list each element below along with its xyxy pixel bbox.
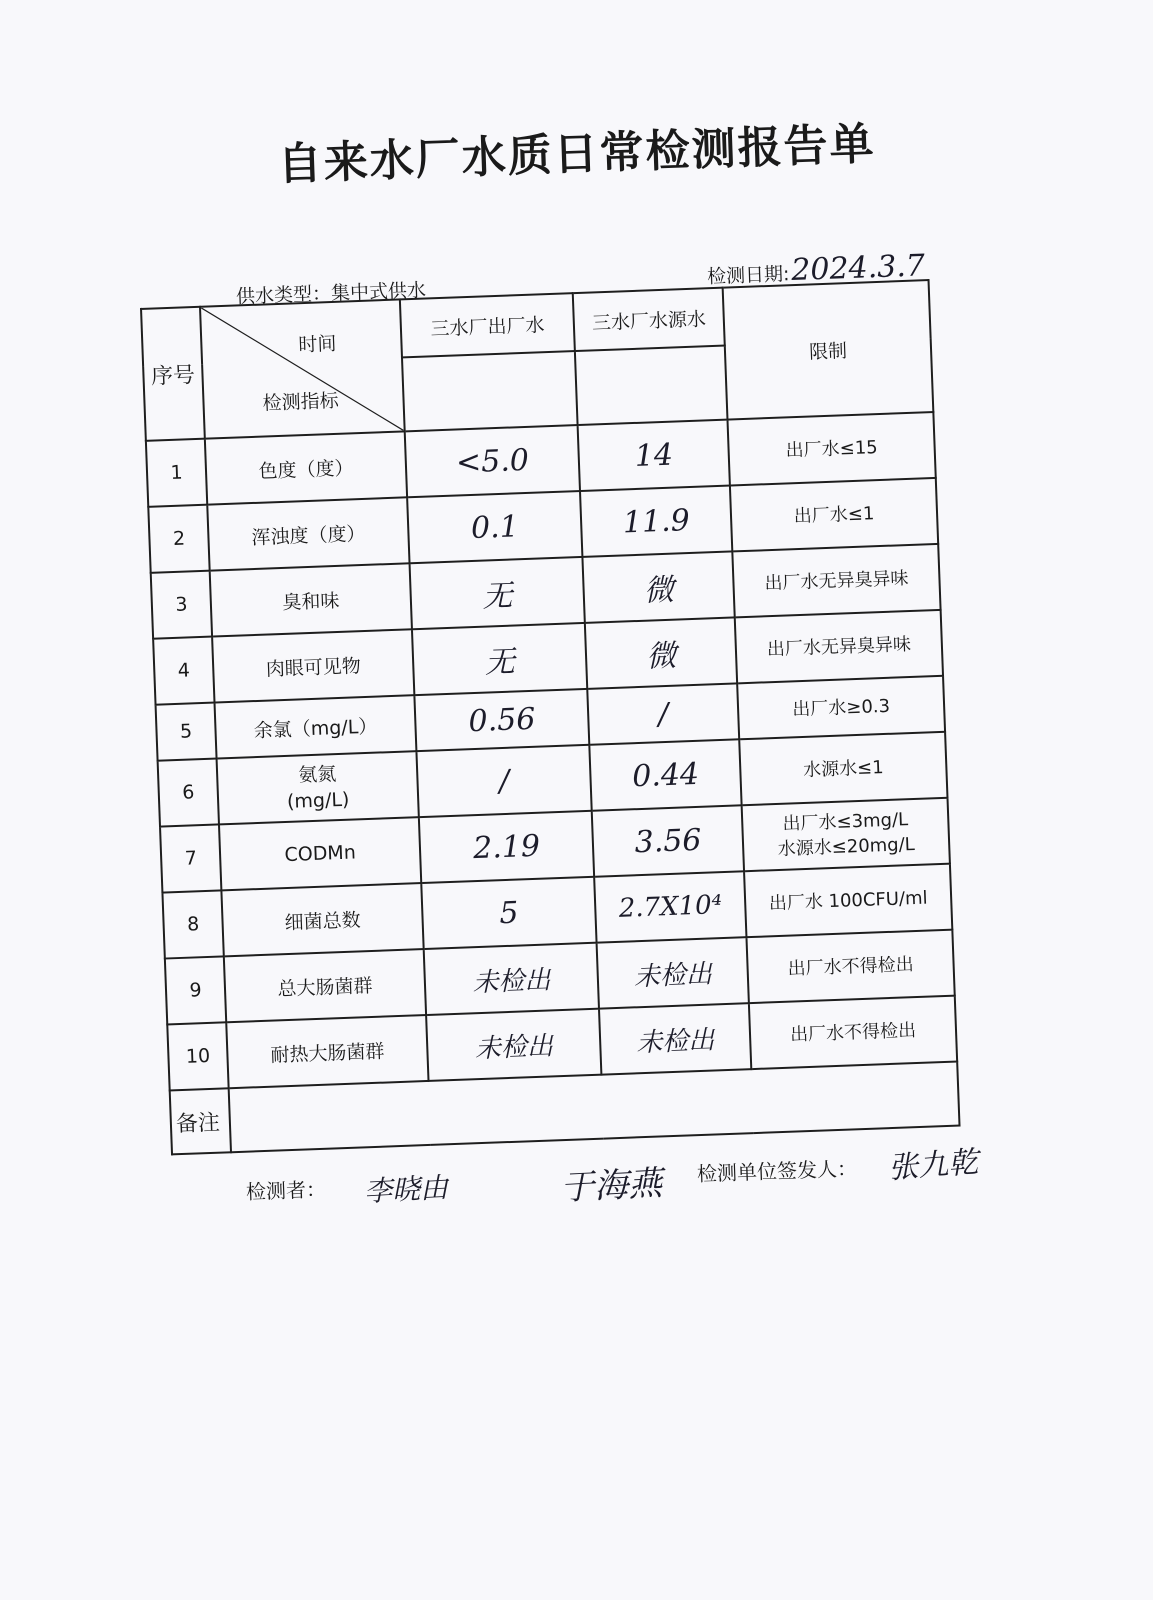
row-no: 7 <box>160 824 222 892</box>
row-value-a: 未检出 <box>424 943 600 1015</box>
row-value-b: 未检出 <box>599 1003 751 1074</box>
row-limit: 出厂水不得检出 <box>747 930 955 1004</box>
row-limit: 出厂水≤3mg/L 水源水≤20mg/L <box>742 798 950 872</box>
issuer-signature: 张九乾 <box>887 1144 980 1187</box>
row-limit: 出厂水≤1 <box>730 478 938 552</box>
row-item: 色度（度） <box>205 431 407 504</box>
inspector-signature-2: 于海燕 <box>559 1163 664 1209</box>
row-limit: 水源水≤1 <box>739 732 947 806</box>
inspector-signature-1: 李晓由 <box>363 1170 449 1209</box>
row-value-b: 11.9 <box>580 486 732 557</box>
row-no: 5 <box>156 703 217 761</box>
row-no: 3 <box>151 571 213 639</box>
row-no: 9 <box>165 956 227 1024</box>
row-value-a: 0.1 <box>407 491 583 563</box>
row-value-b: 微 <box>583 551 735 622</box>
report-table-wrap <box>140 279 961 1155</box>
row-value-a: 无 <box>412 623 588 695</box>
row-limit: 出厂水 100CFU/ml <box>744 864 952 938</box>
test-date-value: 2024.3.7 <box>790 248 926 289</box>
row-value-b: 3.56 <box>592 805 744 876</box>
row-value-b: 0.44 <box>590 739 742 810</box>
row-no: 8 <box>162 890 224 958</box>
header-diagonal-cell <box>200 299 404 438</box>
remark-label: 备注 <box>170 1088 231 1154</box>
test-date-label: 检测日期: <box>706 263 790 288</box>
row-value-a: 2.19 <box>419 811 595 883</box>
header-no: 序号 <box>141 307 205 441</box>
header-time: 时间 <box>297 332 337 357</box>
supply-type-label: 供水类型： <box>235 282 332 308</box>
row-item: 浑浊度（度） <box>207 497 409 570</box>
header-item: 检测指标 <box>262 389 340 415</box>
row-item: 细菌总数 <box>222 883 424 956</box>
row-item: 肉眼可见物 <box>212 629 414 702</box>
row-value-b: 14 <box>578 420 730 491</box>
row-no: 1 <box>146 439 208 507</box>
row-limit: 出厂水≤15 <box>728 412 936 486</box>
row-item: CODMn <box>219 817 421 890</box>
row-value-a: 未检出 <box>426 1009 602 1081</box>
row-no: 2 <box>148 505 210 573</box>
row-value-a: <5.0 <box>405 425 581 497</box>
diagonal-line <box>201 301 403 438</box>
row-no: 10 <box>167 1022 229 1090</box>
row-item: 氨氮 (mg/L) <box>217 751 419 824</box>
row-value-b: 2.7X10⁴ <box>594 871 746 942</box>
header-col-b-blank <box>575 346 727 425</box>
report-title: 自来水厂水质日常检测报告单 <box>276 118 877 191</box>
row-value-b: 未检出 <box>597 937 749 1008</box>
row-no: 6 <box>158 758 220 826</box>
row-limit: 出厂水无异臭异味 <box>732 544 940 618</box>
row-no: 4 <box>153 637 215 705</box>
header-col-a: 三水厂出厂水 <box>400 293 575 357</box>
report-table <box>140 279 961 1155</box>
header-limit: 限制 <box>723 280 934 419</box>
issuer-label: 检测单位签发人： <box>696 1156 858 1186</box>
row-item: 臭和味 <box>210 563 412 636</box>
row-value-b: / <box>587 683 739 744</box>
row-limit: 出厂水无异臭异味 <box>735 610 943 684</box>
row-limit: 出厂水≥0.3 <box>737 676 945 740</box>
row-item: 总大肠菌群 <box>224 949 426 1022</box>
row-value-b: 微 <box>585 617 737 688</box>
row-value-a: 0.56 <box>414 689 589 751</box>
header-col-b: 三水厂水源水 <box>573 288 725 351</box>
row-item: 余氯（mg/L） <box>215 695 417 758</box>
inspector-label: 检测者： <box>245 1177 327 1204</box>
row-value-a: / <box>416 745 592 817</box>
row-value-a: 无 <box>409 557 585 629</box>
row-value-a: 5 <box>421 877 597 949</box>
row-item: 耐热大肠菌群 <box>226 1015 428 1088</box>
supply-type-value: 集中式供水 <box>330 279 427 305</box>
row-limit: 出厂水不得检出 <box>749 996 957 1070</box>
header-col-a-blank <box>402 351 578 431</box>
